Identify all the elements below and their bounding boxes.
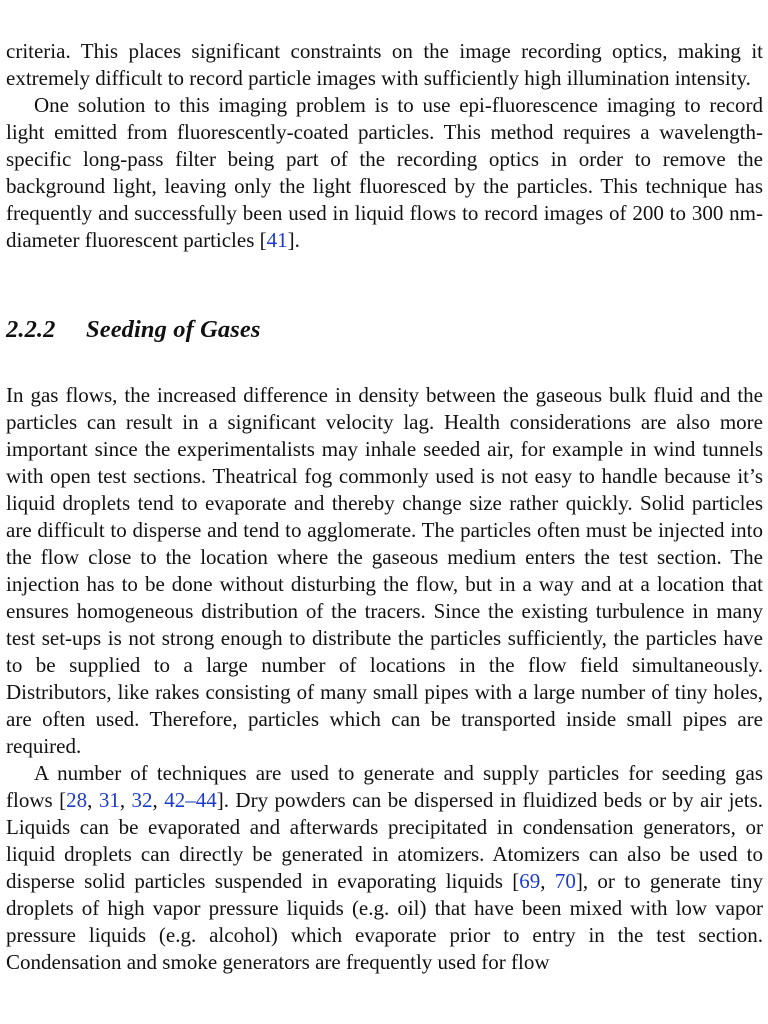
paragraph-techniques — [6, 760, 763, 976]
citation-link[interactable]: 70 — [554, 869, 576, 893]
paragraph-criteria — [6, 38, 763, 92]
document-page — [6, 38, 763, 976]
paragraph-text: One solution to this imaging problem is to use epi-fluorescence imaging to record light emitted from fluorescently-coated particles. This method requires a wavelength-specific long-pass filter being part of the recording optics in order to remove the background light, leaving only the light fluoresced by the particles. This technique has frequently and successfully been used in liquid flows to record images of 200 to 300 nm-diameter fluorescent particles [ — [6, 93, 763, 252]
section-title: Seeding of Gases — [86, 316, 261, 343]
paragraph-text: , — [119, 788, 132, 812]
citation-link[interactable]: 69 — [519, 869, 541, 893]
section-number: 2.2.2 — [6, 316, 56, 343]
citation-link[interactable]: 41 — [266, 228, 288, 252]
paragraph-epi-fluorescence — [6, 92, 763, 254]
paragraph-text: ]. — [287, 228, 300, 252]
paragraph-text: , — [152, 788, 165, 812]
paragraph-text: In gas flows, the increased difference in density between the gaseous bulk fluid and the particles can result in a significant velocity lag. Health considerations are also more important since the experimentalists may inhale seeded air, for example in wind tunnels with open test sections. Theatrical fog commonly used is not easy to handle because it’s liquid droplets tend to evaporate and thereby change size rather quickly. Solid particles are difficult to disperse and tend to agglomerate. The particles often must be injected into the flow close to the location where the gaseous medium enters the test section. The injection has to be done without disturbing the flow, but in a way and at a location that ensures homogeneous distribution of the tracers. Since the existing turbulence in many test set-ups is not strong enough to distribute the particles sufficiently, the particles have to be supplied to a large number of locations in the flow field simultaneously. Distributors, like rakes consisting of many small pipes with a large number of tiny holes, are often used. Therefore, particles which can be transported inside small pipes are required. — [6, 383, 763, 758]
citation-link[interactable]: 42–44 — [164, 788, 217, 812]
paragraph-text: , — [87, 788, 99, 812]
paragraph-text: criteria. This places significant constraints on the image recording optics, making it extremely difficult to record particle images with sufficiently high illumination intensity. — [6, 39, 763, 90]
paragraph-text: A number of techniques are used to generate and supply particles for seeding gas flows [ — [6, 761, 763, 812]
citation-link[interactable]: 32 — [131, 788, 153, 812]
paragraph-text: ]. Dry powders can be dispersed in fluidized beds or by air jets. Liquids can be evaporated and afterwards precipitated in condensation generators, or liquid droplets can directly be generated in atomizers. Atomizers can also be used to disperse solid particles suspended in evaporating liquids [ — [6, 788, 763, 893]
citation-link[interactable]: 31 — [98, 788, 120, 812]
paragraph-text: ], or to generate tiny droplets of high vapor pressure liquids (e.g. oil) that have been mixed with low vapor pressure liquids (e.g. alcohol) which evaporate prior to entry in the test section. Condensation and smoke generators are frequently used for flow — [6, 869, 764, 974]
paragraph-gas-flows — [6, 382, 763, 760]
section-heading — [6, 316, 763, 344]
paragraph-text: , — [540, 869, 555, 893]
citation-link[interactable]: 28 — [66, 788, 88, 812]
